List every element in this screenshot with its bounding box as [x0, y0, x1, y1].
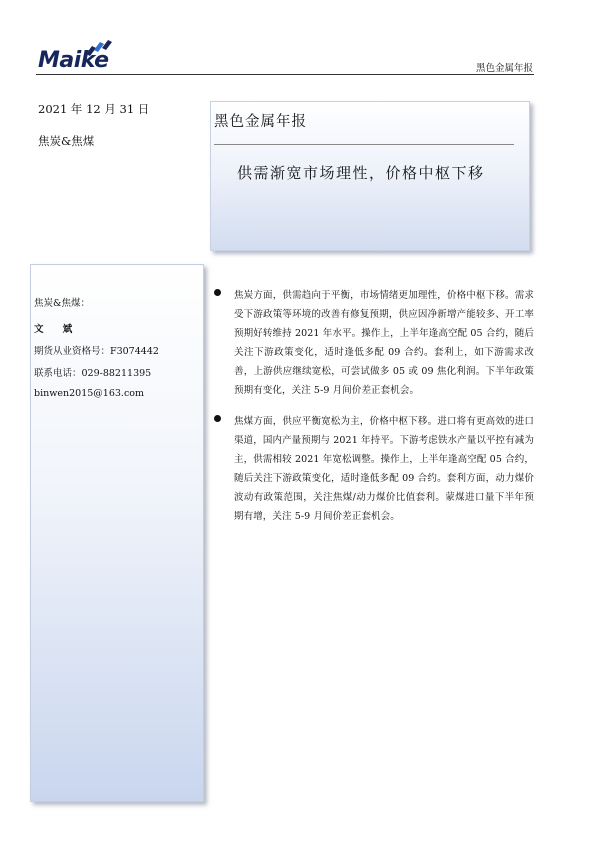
- bullet-text: 焦煤方面，供应平衡宽松为主，价格中枢下移。进口将有更高效的进口渠道，国内产量预期与 2021 年持平。下游考虑铁水产量以平控有减为主，供需相较 2021 年宽松调整。操作上，上半年逢高空配 05 合约，随后关注下游政策变化，适时逢低多配 09 合约。套利方面，动力煤价波动有政策范围，关注焦煤/动力煤价比值套利。蒙煤进口量下半年预期有增，关注 5-9 月间价差正套机会。: [234, 416, 534, 522]
- sidebar-section: 焦炭&焦煤：: [34, 298, 90, 309]
- brand-name: Maike: [38, 48, 109, 73]
- bullet-dot-icon: [214, 289, 221, 296]
- list-item: [214, 412, 534, 526]
- title-panel: [210, 101, 530, 251]
- report-category: 焦炭&焦煤: [38, 134, 95, 148]
- bullet-text: 焦炭方面，供需趋向于平衡，市场情绪更加理性，价格中枢下移。需求受下游政策等环境的改善有修复预期，供应因净新增产能较多、开工率预期好转维持 2021 年水平。操作上，上半年逢高空配 05 合约，随后关注下游政策变化，适时逢低多配 09 合约。套利上，如下游需求改善，上游供应继续宽松，可尝试做多 05 或 09 焦化利润。下半年政策预期有变化，关注 5-9 月间价差正套机会。: [234, 290, 534, 396]
- page-title: 供需渐宽市场理性，价格中枢下移: [237, 164, 485, 182]
- list-item: [214, 286, 534, 400]
- title-divider: [214, 144, 514, 145]
- analyst-license: 期货从业资格号：F3074442: [34, 346, 159, 357]
- header-divider: [36, 74, 534, 75]
- analyst-email: binwen2015@163.com: [34, 388, 144, 399]
- summary-bullets: [214, 286, 534, 538]
- analyst-phone: 联系电话：029-88211395: [34, 368, 152, 379]
- header-report-series: 黑色金属年报: [475, 63, 533, 74]
- report-date: 2021 年 12 月 31 日: [38, 102, 150, 116]
- analyst-sidebar: [30, 264, 204, 802]
- bullet-dot-icon: [214, 415, 221, 422]
- brand-logo: [38, 40, 118, 74]
- analyst-name: 文 斌: [34, 324, 81, 335]
- report-type: 黑色金属年报: [214, 114, 307, 130]
